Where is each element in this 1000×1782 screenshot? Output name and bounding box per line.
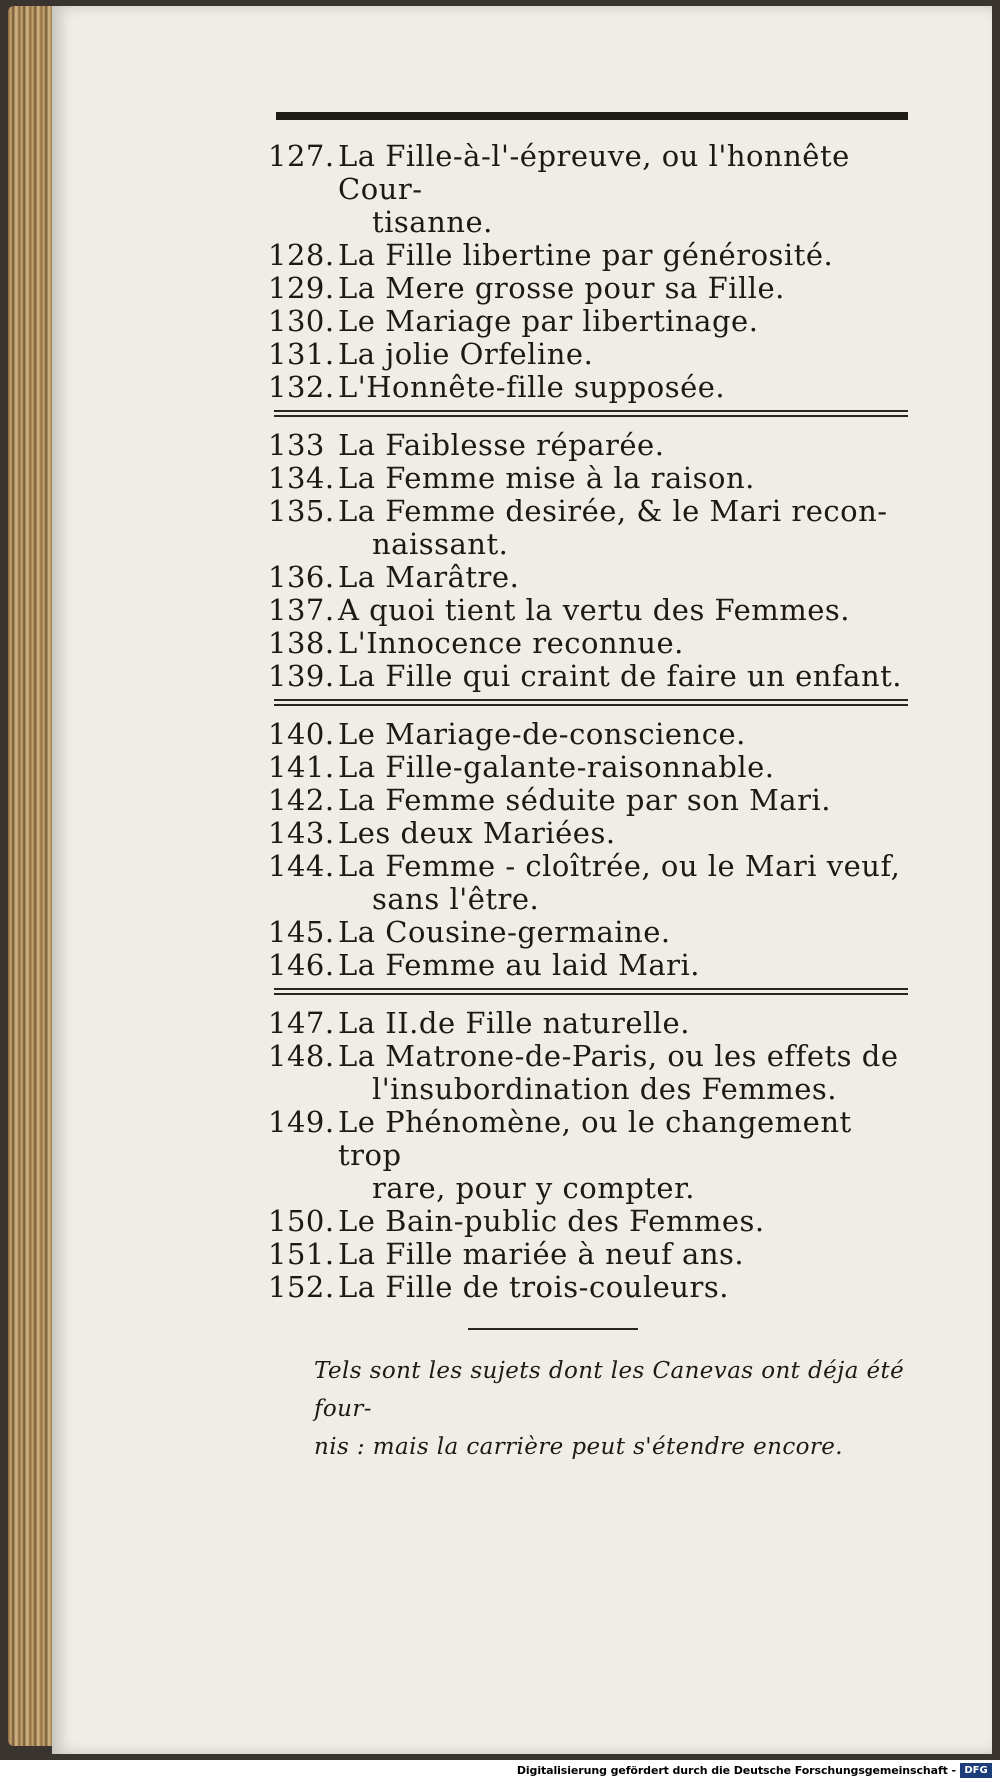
digitization-footer bbox=[0, 1760, 1000, 1782]
entry-title: La Femme desirée, & le Mari recon- bbox=[338, 494, 888, 528]
entry-title: La Fille de trois-couleurs. bbox=[338, 1270, 729, 1304]
list-item bbox=[268, 305, 908, 338]
entry-title: Le Bain-public des Femmes. bbox=[338, 1204, 765, 1238]
entry-continuation: rare, pour y compter. bbox=[372, 1171, 695, 1205]
entry-continuation: sans l'être. bbox=[372, 882, 540, 916]
entry-title: La Matrone-de-Paris, ou les effets de bbox=[338, 1039, 899, 1073]
list-item bbox=[268, 140, 908, 206]
entry-title: La Fille-galante-raisonnable. bbox=[338, 750, 775, 784]
entry-number: 142. bbox=[268, 783, 335, 817]
entry-continuation: l'insubordination des Femmes. bbox=[372, 1072, 838, 1106]
list-item bbox=[268, 1238, 908, 1271]
list-item bbox=[268, 949, 908, 982]
entry-title: Le Mariage par libertinage. bbox=[338, 304, 759, 338]
list-item bbox=[268, 495, 908, 528]
entry-continuation: tisanne. bbox=[372, 205, 493, 239]
section-divider bbox=[274, 410, 908, 417]
entry-number: 129. bbox=[268, 271, 335, 305]
entry-number: 136. bbox=[268, 560, 335, 594]
entry-title: La Fille mariée à neuf ans. bbox=[338, 1237, 745, 1271]
dfg-logo-icon: DFG bbox=[960, 1763, 992, 1778]
entry-number: 132. bbox=[268, 370, 335, 404]
closing-rule bbox=[468, 1328, 638, 1330]
entry-number: 134. bbox=[268, 461, 335, 495]
entry-title: La II.de Fille naturelle. bbox=[338, 1006, 690, 1040]
entry-title: A quoi tient la vertu des Femmes. bbox=[338, 593, 851, 627]
entry-group-3 bbox=[268, 718, 908, 982]
footer-credit: Digitalisierung gefördert durch die Deutsche Forschungsgemeinschaft - bbox=[516, 1764, 956, 1777]
entry-group-2 bbox=[268, 429, 908, 693]
entry-number: 143. bbox=[268, 816, 335, 850]
entry-number: 141. bbox=[268, 750, 335, 784]
entry-title: Le Mariage-de-conscience. bbox=[338, 717, 746, 751]
entry-title: Le Phénomène, ou le changement trop bbox=[338, 1105, 852, 1172]
entry-number: 147. bbox=[268, 1006, 335, 1040]
entry-title: La Fille libertine par générosité. bbox=[338, 238, 834, 272]
entry-number: 150. bbox=[268, 1204, 335, 1238]
entry-title: La Femme mise à la raison. bbox=[338, 461, 755, 495]
list-item bbox=[268, 718, 908, 751]
entry-number: 144. bbox=[268, 849, 335, 883]
entry-title: La Fille qui craint de faire un enfant. bbox=[338, 659, 903, 693]
entry-title: La Femme séduite par son Mari. bbox=[338, 783, 831, 817]
entry-number: 151. bbox=[268, 1237, 335, 1271]
list-item bbox=[268, 462, 908, 495]
section-divider bbox=[274, 699, 908, 706]
entry-number: 145. bbox=[268, 915, 335, 949]
entry-number: 137. bbox=[268, 593, 335, 627]
list-item bbox=[268, 371, 908, 404]
entry-title: La Mere grosse pour sa Fille. bbox=[338, 271, 785, 305]
entry-number: 130. bbox=[268, 304, 335, 338]
page-content bbox=[268, 112, 908, 1466]
entry-title: La Marâtre. bbox=[338, 560, 520, 594]
list-item bbox=[268, 561, 908, 594]
list-item bbox=[268, 272, 908, 305]
list-item bbox=[268, 1271, 908, 1304]
entry-number: 146. bbox=[268, 948, 335, 982]
list-item bbox=[268, 627, 908, 660]
list-item bbox=[268, 1205, 908, 1238]
entry-title: La Cousine-germaine. bbox=[338, 915, 671, 949]
entry-number: 149. bbox=[268, 1105, 335, 1139]
top-rule bbox=[276, 112, 908, 120]
entry-title: La Faiblesse réparée. bbox=[338, 428, 665, 462]
entry-title: La Fille-à-l'-épreuve, ou l'honnête Cour- bbox=[338, 139, 850, 206]
entry-number: 131. bbox=[268, 337, 335, 371]
list-item bbox=[268, 1106, 908, 1172]
closing-note-line: nis : mais la carrière peut s'étendre encore. bbox=[314, 1434, 843, 1460]
entry-number: 127. bbox=[268, 139, 335, 173]
entry-number: 128. bbox=[268, 238, 335, 272]
entry-number: 140. bbox=[268, 717, 335, 751]
entry-number: 148. bbox=[268, 1039, 335, 1073]
entry-number: 135. bbox=[268, 494, 335, 528]
list-item bbox=[268, 338, 908, 371]
entry-group-4 bbox=[268, 1007, 908, 1304]
entry-number: 139. bbox=[268, 659, 335, 693]
entry-title: La jolie Orfeline. bbox=[338, 337, 594, 371]
entry-number: 133 bbox=[268, 428, 325, 462]
entry-title: La Femme au laid Mari. bbox=[338, 948, 700, 982]
entry-title: Les deux Mariées. bbox=[338, 816, 616, 850]
list-item bbox=[268, 429, 908, 462]
list-item bbox=[268, 751, 908, 784]
closing-note bbox=[268, 1352, 908, 1466]
entry-continuation: naissant. bbox=[372, 527, 509, 561]
list-item bbox=[268, 784, 908, 817]
entry-group-1 bbox=[268, 140, 908, 404]
list-item bbox=[268, 594, 908, 627]
entry-number: 138. bbox=[268, 626, 335, 660]
list-item bbox=[268, 660, 908, 693]
list-item bbox=[268, 916, 908, 949]
closing-note-line: Tels sont les sujets dont les Canevas ont déja été four- bbox=[314, 1358, 905, 1422]
entry-title: La Femme - cloîtrée, ou le Mari veuf, bbox=[338, 849, 901, 883]
list-item bbox=[268, 817, 908, 850]
entry-title: L'Honnête-fille supposée. bbox=[338, 370, 726, 404]
list-item bbox=[268, 850, 908, 883]
list-item bbox=[268, 239, 908, 272]
entry-title: L'Innocence reconnue. bbox=[338, 626, 684, 660]
entry-number: 152. bbox=[268, 1270, 335, 1304]
section-divider bbox=[274, 988, 908, 995]
list-item bbox=[268, 1040, 908, 1073]
list-item bbox=[268, 1007, 908, 1040]
